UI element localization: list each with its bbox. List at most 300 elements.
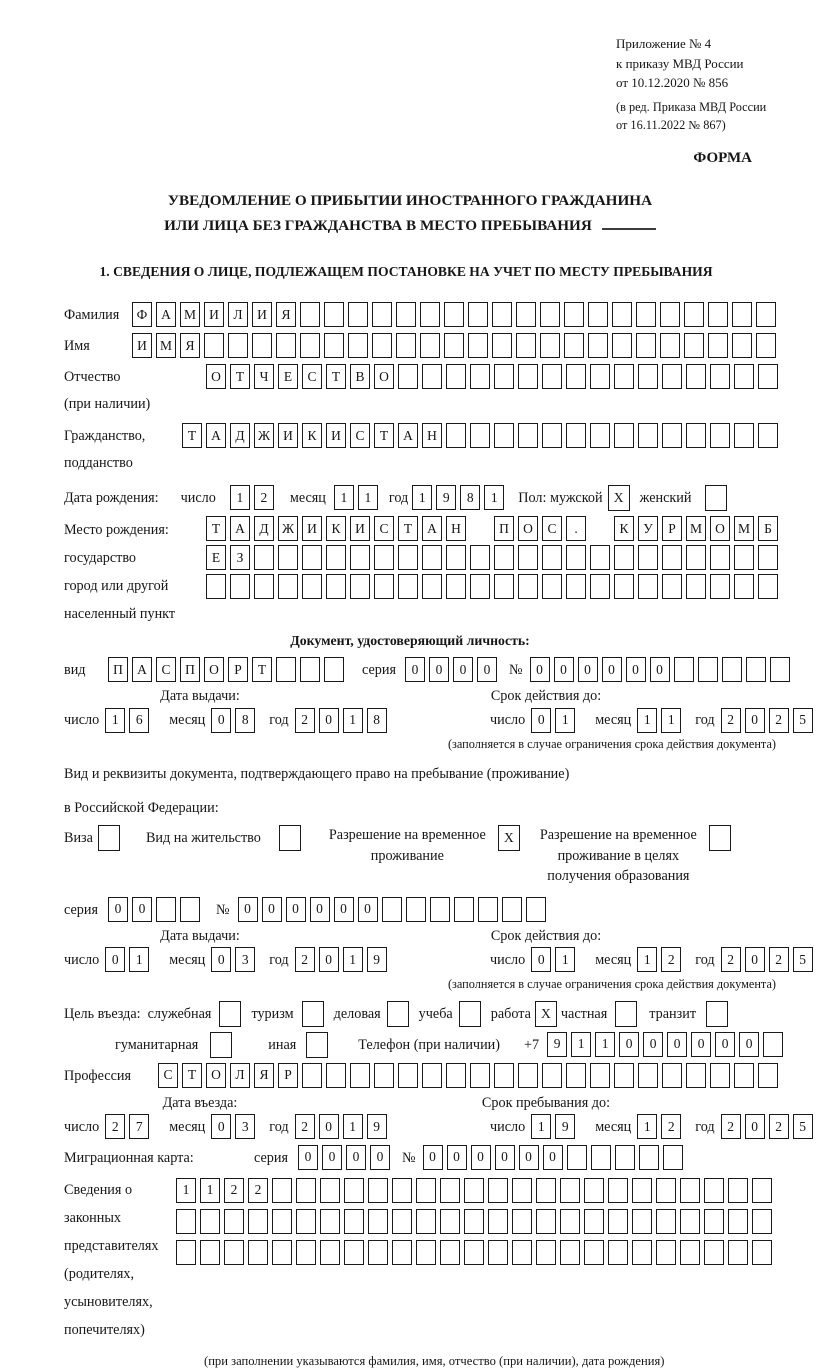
form-cell[interactable]	[446, 423, 466, 448]
form-cell[interactable]: Ж	[254, 423, 274, 448]
form-cell[interactable]	[254, 574, 274, 599]
form-cell[interactable]	[324, 657, 344, 682]
form-cell[interactable]	[686, 364, 706, 389]
form-cell[interactable]: Б	[758, 516, 778, 541]
form-cell[interactable]	[567, 1145, 587, 1170]
form-cell[interactable]: М	[156, 333, 176, 358]
form-cell[interactable]	[368, 1178, 388, 1203]
form-cell[interactable]	[590, 574, 610, 599]
form-cell[interactable]: 0	[531, 947, 551, 972]
form-cell[interactable]: 2	[661, 947, 681, 972]
form-cell[interactable]: 2	[224, 1178, 244, 1203]
form-cell[interactable]	[660, 333, 680, 358]
permit-until-year-field[interactable]	[721, 947, 817, 972]
form-cell[interactable]: 0	[453, 657, 473, 682]
form-cell[interactable]	[272, 1209, 292, 1234]
birth-day-field[interactable]	[230, 485, 278, 510]
form-cell[interactable]	[478, 897, 498, 922]
doc-issue-month-field[interactable]	[211, 708, 259, 733]
purpose-transit-checkbox[interactable]	[706, 1001, 728, 1027]
form-cell[interactable]: 2	[248, 1178, 268, 1203]
form-cell[interactable]: Я	[180, 333, 200, 358]
form-cell[interactable]: 2	[661, 1114, 681, 1139]
form-cell[interactable]	[686, 574, 706, 599]
form-cell[interactable]: Ж	[278, 516, 298, 541]
form-cell[interactable]	[704, 1209, 724, 1234]
form-cell[interactable]	[638, 1063, 658, 1088]
form-cell[interactable]	[324, 333, 344, 358]
form-cell[interactable]	[542, 574, 562, 599]
form-cell[interactable]	[662, 574, 682, 599]
form-cell[interactable]: 1	[637, 947, 657, 972]
form-cell[interactable]	[590, 545, 610, 570]
form-cell[interactable]: 0	[132, 897, 152, 922]
form-cell[interactable]	[488, 1178, 508, 1203]
form-cell[interactable]: В	[350, 364, 370, 389]
form-cell[interactable]	[710, 545, 730, 570]
form-cell[interactable]: 0	[105, 947, 125, 972]
form-cell[interactable]: 2	[769, 708, 789, 733]
form-cell[interactable]: М	[686, 516, 706, 541]
form-cell[interactable]	[566, 423, 586, 448]
form-cell[interactable]	[758, 545, 778, 570]
form-cell[interactable]: А	[422, 516, 442, 541]
form-cell[interactable]	[374, 574, 394, 599]
form-cell[interactable]: 1	[531, 1114, 551, 1139]
form-cell[interactable]: Т	[326, 364, 346, 389]
form-cell[interactable]	[732, 302, 752, 327]
form-cell[interactable]: 2	[254, 485, 274, 510]
form-cell[interactable]	[422, 545, 442, 570]
form-cell[interactable]	[444, 302, 464, 327]
purpose-official-checkbox[interactable]	[219, 1001, 241, 1027]
temp-residence-checkbox[interactable]: X	[498, 825, 520, 851]
purpose-humanitarian-checkbox[interactable]	[210, 1032, 232, 1058]
form-cell[interactable]	[734, 545, 754, 570]
form-cell[interactable]	[728, 1240, 748, 1265]
permit-until-day-field[interactable]	[531, 947, 579, 972]
doc-issue-day-field[interactable]	[105, 708, 153, 733]
form-cell[interactable]	[398, 364, 418, 389]
patronymic-field[interactable]	[206, 364, 782, 389]
stay-day-field[interactable]	[531, 1114, 579, 1139]
form-cell[interactable]	[382, 897, 402, 922]
form-cell[interactable]	[518, 545, 538, 570]
form-cell[interactable]: 6	[129, 708, 149, 733]
form-cell[interactable]: 0	[319, 1114, 339, 1139]
form-cell[interactable]: 0	[211, 947, 231, 972]
form-cell[interactable]	[584, 1209, 604, 1234]
form-cell[interactable]: 8	[367, 708, 387, 733]
form-cell[interactable]	[638, 364, 658, 389]
form-cell[interactable]	[446, 545, 466, 570]
form-cell[interactable]: Т	[230, 364, 250, 389]
form-cell[interactable]	[612, 302, 632, 327]
form-cell[interactable]	[684, 302, 704, 327]
form-cell[interactable]	[708, 333, 728, 358]
form-cell[interactable]	[320, 1178, 340, 1203]
form-cell[interactable]: 2	[721, 708, 741, 733]
form-cell[interactable]: Р	[278, 1063, 298, 1088]
form-cell[interactable]	[518, 364, 538, 389]
purpose-business-checkbox[interactable]	[387, 1001, 409, 1027]
form-cell[interactable]	[638, 574, 658, 599]
form-cell[interactable]	[230, 574, 250, 599]
form-cell[interactable]	[662, 545, 682, 570]
form-cell[interactable]: О	[518, 516, 538, 541]
form-cell[interactable]	[614, 574, 634, 599]
form-cell[interactable]	[416, 1209, 436, 1234]
form-cell[interactable]	[566, 545, 586, 570]
form-cell[interactable]: 0	[543, 1145, 563, 1170]
form-cell[interactable]	[746, 657, 766, 682]
form-cell[interactable]	[398, 1063, 418, 1088]
entry-year-field[interactable]	[295, 1114, 391, 1139]
form-cell[interactable]: А	[230, 516, 250, 541]
form-cell[interactable]: 1	[595, 1032, 615, 1057]
form-cell[interactable]	[566, 574, 586, 599]
form-cell[interactable]: 1	[334, 485, 354, 510]
form-cell[interactable]: 0	[310, 897, 330, 922]
form-cell[interactable]	[176, 1209, 196, 1234]
form-cell[interactable]: 0	[643, 1032, 663, 1057]
form-cell[interactable]: 0	[429, 657, 449, 682]
form-cell[interactable]	[734, 574, 754, 599]
form-cell[interactable]	[662, 1063, 682, 1088]
form-cell[interactable]	[398, 574, 418, 599]
form-cell[interactable]	[680, 1240, 700, 1265]
form-cell[interactable]	[224, 1209, 244, 1234]
form-cell[interactable]: Я	[254, 1063, 274, 1088]
form-cell[interactable]	[566, 1063, 586, 1088]
form-cell[interactable]	[302, 545, 322, 570]
form-cell[interactable]	[656, 1178, 676, 1203]
form-cell[interactable]	[440, 1209, 460, 1234]
form-cell[interactable]	[540, 302, 560, 327]
form-cell[interactable]: 2	[295, 708, 315, 733]
form-cell[interactable]: К	[302, 423, 322, 448]
form-cell[interactable]	[614, 364, 634, 389]
form-cell[interactable]	[502, 897, 522, 922]
form-cell[interactable]: 1	[343, 708, 363, 733]
form-cell[interactable]: 0	[531, 708, 551, 733]
form-cell[interactable]	[710, 574, 730, 599]
form-cell[interactable]: 1	[484, 485, 504, 510]
form-cell[interactable]: Р	[662, 516, 682, 541]
form-cell[interactable]: С	[374, 516, 394, 541]
purpose-other-checkbox[interactable]	[306, 1032, 328, 1058]
form-cell[interactable]	[348, 333, 368, 358]
form-cell[interactable]	[446, 1063, 466, 1088]
form-cell[interactable]	[704, 1178, 724, 1203]
sex-male-checkbox[interactable]: X	[608, 485, 630, 511]
form-cell[interactable]	[674, 657, 694, 682]
form-cell[interactable]	[656, 1240, 676, 1265]
purpose-study-checkbox[interactable]	[459, 1001, 481, 1027]
doc-number-field[interactable]	[530, 657, 794, 682]
form-cell[interactable]: А	[206, 423, 226, 448]
form-cell[interactable]: 0	[286, 897, 306, 922]
form-cell[interactable]	[698, 657, 718, 682]
form-cell[interactable]	[224, 1240, 244, 1265]
form-cell[interactable]: Т	[206, 516, 226, 541]
form-cell[interactable]: 3	[235, 947, 255, 972]
form-cell[interactable]	[324, 302, 344, 327]
citizenship-field[interactable]	[182, 423, 782, 448]
form-cell[interactable]: 0	[322, 1145, 342, 1170]
form-cell[interactable]: П	[494, 516, 514, 541]
doc-series-field[interactable]	[405, 657, 501, 682]
form-cell[interactable]: 0	[667, 1032, 687, 1057]
form-cell[interactable]	[662, 364, 682, 389]
form-cell[interactable]	[518, 1063, 538, 1088]
form-cell[interactable]: 0	[211, 1114, 231, 1139]
form-cell[interactable]: Т	[252, 657, 272, 682]
form-cell[interactable]: 0	[530, 657, 550, 682]
form-cell[interactable]	[248, 1209, 268, 1234]
form-cell[interactable]: 5	[793, 708, 813, 733]
form-cell[interactable]: 0	[745, 947, 765, 972]
form-cell[interactable]	[492, 333, 512, 358]
form-cell[interactable]	[254, 545, 274, 570]
purpose-tourism-checkbox[interactable]	[302, 1001, 324, 1027]
migration-number-field[interactable]	[423, 1145, 687, 1170]
form-cell[interactable]	[656, 1209, 676, 1234]
form-cell[interactable]: О	[206, 364, 226, 389]
form-cell[interactable]	[326, 574, 346, 599]
form-cell[interactable]: 5	[793, 1114, 813, 1139]
form-cell[interactable]	[608, 1240, 628, 1265]
form-cell[interactable]	[156, 897, 176, 922]
form-cell[interactable]	[446, 364, 466, 389]
form-cell[interactable]: 9	[436, 485, 456, 510]
permit-issue-month-field[interactable]	[211, 947, 259, 972]
form-cell[interactable]	[758, 1063, 778, 1088]
form-cell[interactable]	[614, 1063, 634, 1088]
doc-until-month-field[interactable]	[637, 708, 685, 733]
form-cell[interactable]: И	[326, 423, 346, 448]
form-cell[interactable]	[440, 1178, 460, 1203]
form-cell[interactable]	[542, 423, 562, 448]
form-cell[interactable]: 9	[367, 947, 387, 972]
form-cell[interactable]	[710, 1063, 730, 1088]
form-cell[interactable]	[422, 364, 442, 389]
form-cell[interactable]: А	[398, 423, 418, 448]
form-cell[interactable]	[320, 1240, 340, 1265]
form-cell[interactable]: И	[132, 333, 152, 358]
form-cell[interactable]	[302, 1063, 322, 1088]
form-cell[interactable]: 0	[262, 897, 282, 922]
form-cell[interactable]	[540, 333, 560, 358]
form-cell[interactable]	[326, 545, 346, 570]
form-cell[interactable]	[446, 574, 466, 599]
form-cell[interactable]	[564, 302, 584, 327]
form-cell[interactable]: 1	[637, 708, 657, 733]
form-cell[interactable]	[228, 333, 248, 358]
form-cell[interactable]	[614, 545, 634, 570]
form-cell[interactable]	[368, 1240, 388, 1265]
form-cell[interactable]: 2	[721, 947, 741, 972]
form-cell[interactable]	[494, 574, 514, 599]
form-cell[interactable]	[512, 1240, 532, 1265]
form-cell[interactable]	[638, 545, 658, 570]
form-cell[interactable]	[686, 545, 706, 570]
residence-permit-checkbox[interactable]	[279, 825, 301, 851]
form-cell[interactable]: Н	[422, 423, 442, 448]
form-cell[interactable]	[494, 545, 514, 570]
form-cell[interactable]	[526, 897, 546, 922]
form-cell[interactable]: .	[566, 516, 586, 541]
form-cell[interactable]	[770, 657, 790, 682]
form-cell[interactable]: 0	[619, 1032, 639, 1057]
form-cell[interactable]: 0	[650, 657, 670, 682]
form-cell[interactable]	[350, 574, 370, 599]
form-cell[interactable]	[752, 1240, 772, 1265]
form-cell[interactable]: 9	[367, 1114, 387, 1139]
form-cell[interactable]: Я	[276, 302, 296, 327]
form-cell[interactable]: Е	[206, 545, 226, 570]
form-cell[interactable]: Л	[228, 302, 248, 327]
form-cell[interactable]	[422, 1063, 442, 1088]
form-cell[interactable]	[728, 1209, 748, 1234]
form-cell[interactable]: 2	[295, 1114, 315, 1139]
form-cell[interactable]	[758, 364, 778, 389]
form-cell[interactable]: И	[302, 516, 322, 541]
form-cell[interactable]: 0	[626, 657, 646, 682]
form-cell[interactable]: 0	[554, 657, 574, 682]
form-cell[interactable]	[722, 657, 742, 682]
form-cell[interactable]: И	[278, 423, 298, 448]
form-cell[interactable]	[542, 364, 562, 389]
form-cell[interactable]	[430, 897, 450, 922]
form-cell[interactable]	[200, 1209, 220, 1234]
entry-month-field[interactable]	[211, 1114, 259, 1139]
form-cell[interactable]: Е	[278, 364, 298, 389]
form-cell[interactable]	[392, 1178, 412, 1203]
form-cell[interactable]: А	[156, 302, 176, 327]
form-cell[interactable]	[708, 302, 728, 327]
doc-issue-year-field[interactable]	[295, 708, 391, 733]
form-cell[interactable]	[200, 1240, 220, 1265]
form-cell[interactable]	[320, 1209, 340, 1234]
form-cell[interactable]	[590, 1063, 610, 1088]
form-cell[interactable]: 1	[358, 485, 378, 510]
form-cell[interactable]: 1	[555, 947, 575, 972]
form-cell[interactable]	[614, 423, 634, 448]
form-cell[interactable]: П	[108, 657, 128, 682]
form-cell[interactable]	[300, 302, 320, 327]
form-cell[interactable]: 0	[447, 1145, 467, 1170]
form-cell[interactable]	[662, 423, 682, 448]
form-cell[interactable]	[756, 333, 776, 358]
form-cell[interactable]	[276, 657, 296, 682]
form-cell[interactable]	[272, 1240, 292, 1265]
form-cell[interactable]	[470, 364, 490, 389]
form-cell[interactable]: 0	[578, 657, 598, 682]
form-cell[interactable]	[734, 423, 754, 448]
form-cell[interactable]: С	[302, 364, 322, 389]
form-cell[interactable]	[536, 1178, 556, 1203]
form-cell[interactable]	[350, 545, 370, 570]
form-cell[interactable]	[615, 1145, 635, 1170]
temp-residence-edu-checkbox[interactable]	[709, 825, 731, 851]
form-cell[interactable]: 3	[235, 1114, 255, 1139]
form-cell[interactable]	[396, 333, 416, 358]
form-cell[interactable]	[302, 574, 322, 599]
form-cell[interactable]	[516, 302, 536, 327]
form-cell[interactable]: 2	[769, 1114, 789, 1139]
form-cell[interactable]: И	[204, 302, 224, 327]
form-cell[interactable]: 0	[495, 1145, 515, 1170]
form-cell[interactable]: 2	[105, 1114, 125, 1139]
form-cell[interactable]	[344, 1209, 364, 1234]
form-cell[interactable]	[470, 545, 490, 570]
form-cell[interactable]	[590, 423, 610, 448]
form-cell[interactable]: И	[252, 302, 272, 327]
birth-year-field[interactable]	[412, 485, 508, 510]
form-cell[interactable]: К	[614, 516, 634, 541]
form-cell[interactable]	[636, 302, 656, 327]
form-cell[interactable]	[300, 657, 320, 682]
form-cell[interactable]	[206, 574, 226, 599]
form-cell[interactable]	[512, 1178, 532, 1203]
form-cell[interactable]	[560, 1240, 580, 1265]
form-cell[interactable]	[584, 1178, 604, 1203]
birth-place-line2-field[interactable]	[206, 545, 782, 570]
permit-issue-day-field[interactable]	[105, 947, 153, 972]
form-cell[interactable]: З	[230, 545, 250, 570]
form-cell[interactable]: 0	[745, 708, 765, 733]
form-cell[interactable]	[392, 1209, 412, 1234]
form-cell[interactable]: Д	[254, 516, 274, 541]
form-cell[interactable]: 0	[477, 657, 497, 682]
form-cell[interactable]	[686, 1063, 706, 1088]
form-cell[interactable]: 0	[298, 1145, 318, 1170]
form-cell[interactable]: 8	[235, 708, 255, 733]
form-cell[interactable]	[542, 545, 562, 570]
form-cell[interactable]	[488, 1209, 508, 1234]
entry-day-field[interactable]	[105, 1114, 153, 1139]
form-cell[interactable]	[392, 1240, 412, 1265]
form-cell[interactable]	[663, 1145, 683, 1170]
stay-month-field[interactable]	[637, 1114, 685, 1139]
form-cell[interactable]: 1	[343, 947, 363, 972]
form-cell[interactable]: 0	[238, 897, 258, 922]
form-cell[interactable]: 0	[211, 708, 231, 733]
form-cell[interactable]	[684, 333, 704, 358]
form-cell[interactable]	[296, 1240, 316, 1265]
form-cell[interactable]: 1	[412, 485, 432, 510]
form-cell[interactable]	[608, 1178, 628, 1203]
form-cell[interactable]	[420, 302, 440, 327]
doc-kind-field[interactable]	[108, 657, 348, 682]
form-cell[interactable]	[464, 1209, 484, 1234]
form-cell[interactable]: Ч	[254, 364, 274, 389]
form-cell[interactable]	[752, 1209, 772, 1234]
form-cell[interactable]	[180, 897, 200, 922]
form-cell[interactable]	[444, 333, 464, 358]
form-cell[interactable]	[454, 897, 474, 922]
form-cell[interactable]	[494, 364, 514, 389]
form-cell[interactable]	[728, 1178, 748, 1203]
form-cell[interactable]: 1	[105, 708, 125, 733]
form-cell[interactable]	[518, 423, 538, 448]
form-cell[interactable]: 0	[602, 657, 622, 682]
form-cell[interactable]	[536, 1240, 556, 1265]
form-cell[interactable]: И	[350, 516, 370, 541]
form-cell[interactable]	[560, 1178, 580, 1203]
purpose-private-checkbox[interactable]	[615, 1001, 637, 1027]
